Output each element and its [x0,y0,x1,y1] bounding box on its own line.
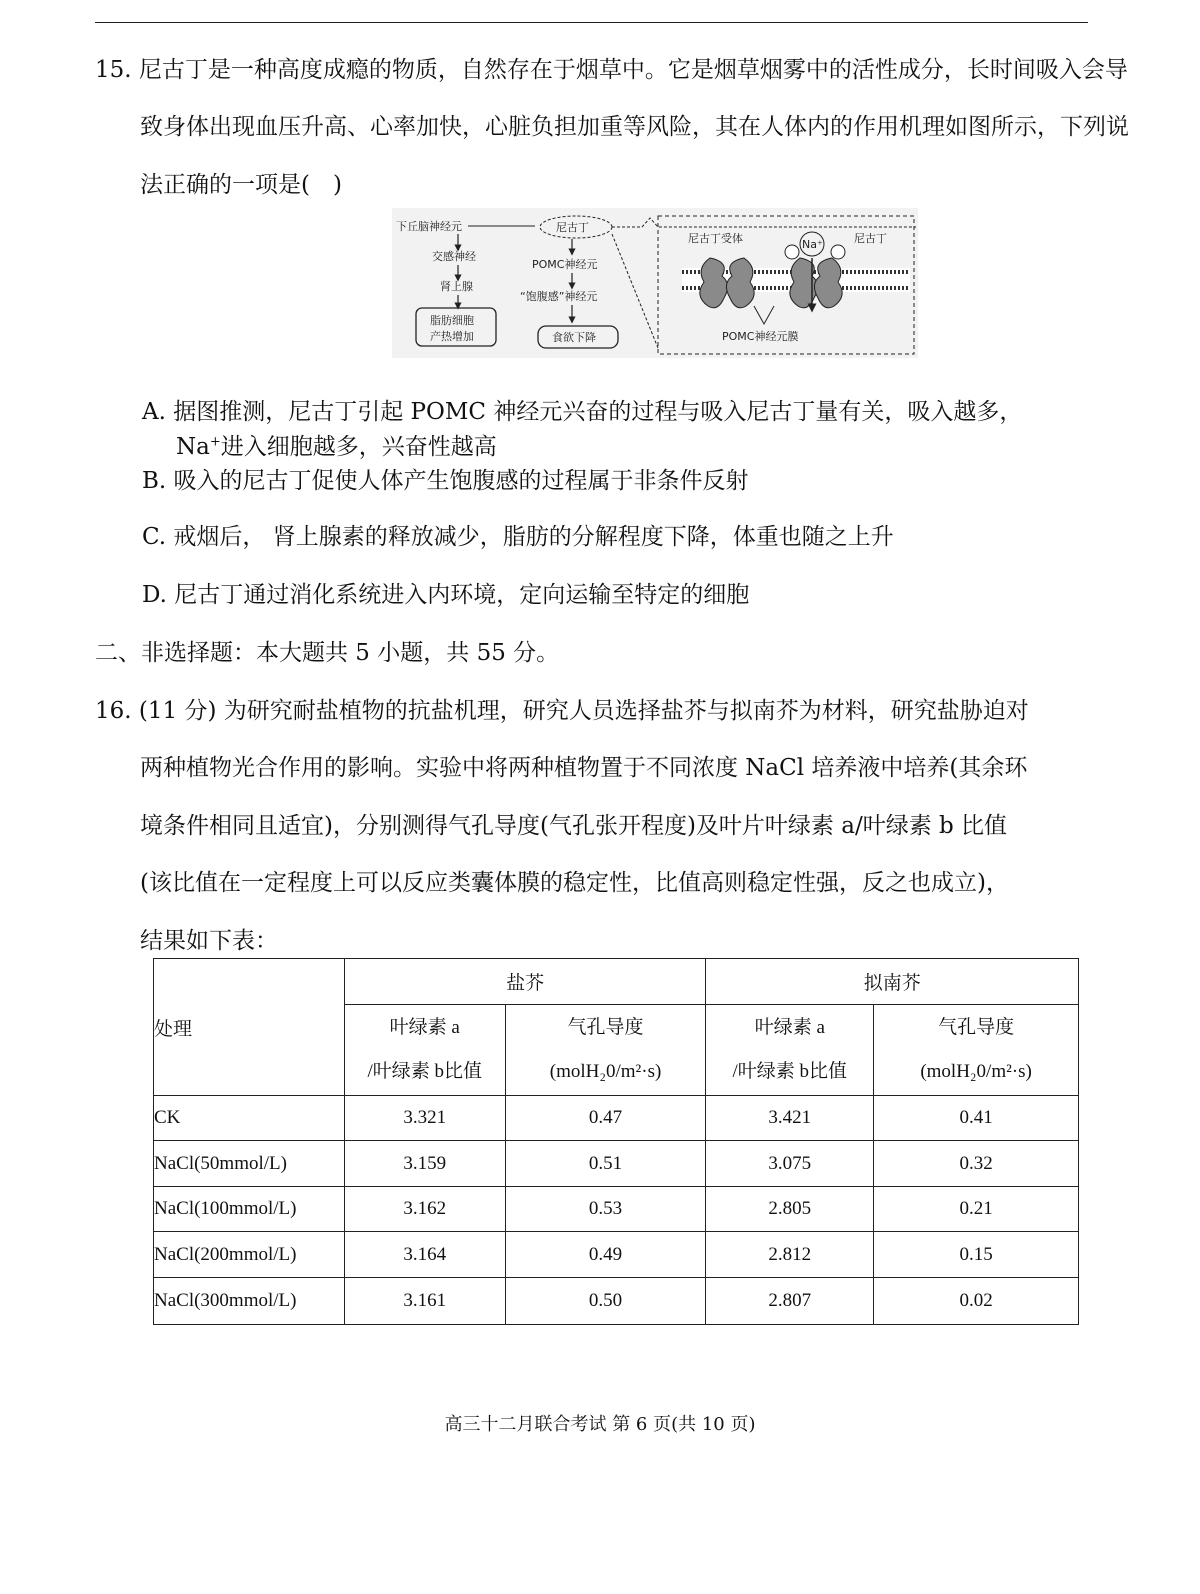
cell: 3.075 [706,1141,874,1187]
table-row [154,1141,1079,1187]
cell: 0.32 [874,1141,1079,1187]
diagram-hypothalamus: 下丘脑神经元 [396,220,462,233]
row-label: NaCl(200mmol/L) [154,1232,345,1278]
table-row [154,1278,1079,1325]
option-c: C. 戒烟后， 肾上腺素的释放减少，脂肪的分解程度下降，体重也随之上升 [142,524,894,550]
header-plant1: 盐芥 [344,959,706,1005]
option-a-sup: + [209,434,221,450]
diagram-appetite: 食欲下降 [552,331,596,344]
diagram-satiety: “饱腹感”神经元 [520,290,598,303]
cell: 0.47 [505,1096,706,1141]
cell: 2.807 [706,1278,874,1325]
q15-stem-line1: 15. 尼古丁是一种高度成瘾的物质，自然存在于烟草中。它是烟草烟雾中的活性成分，长时间吸入会导 [95,57,1128,83]
header-treatment: 处理 [154,959,345,1096]
cell: 0.50 [505,1278,706,1325]
table-row [154,1096,1079,1141]
cell: 3.159 [344,1141,505,1187]
cell: 3.164 [344,1232,505,1278]
cell: 0.15 [874,1232,1079,1278]
q15-stem-line3: 法正确的一项是( ) [140,172,342,198]
diagram-membrane: POMC神经元膜 [722,330,799,343]
option-d: D. 尼古丁通过消化系统进入内环境，定向运输至特定的细胞 [142,582,750,608]
row-label: CK [154,1096,345,1141]
cell: 0.02 [874,1278,1079,1325]
option-b: B. 吸入的尼古丁促使人体产生饱腹感的过程属于非条件反射 [142,468,749,494]
nicotine-mechanism-diagram [392,208,918,358]
q16-line5: 结果如下表： [140,928,278,954]
cell: 0.51 [505,1141,706,1187]
header-stomata-plant1: 气孔导度 (molH₂0/m²·s) [505,1005,706,1096]
cell: 3.161 [344,1278,505,1325]
cell: 2.812 [706,1232,874,1278]
cell: 2.805 [706,1187,874,1232]
header-rule [95,22,1088,23]
diagram-nicotine-2: 尼古丁 [854,232,887,245]
cell: 3.321 [344,1096,505,1141]
diagram-fat-cell-1: 脂肪细胞 [430,314,474,327]
header-stomata-plant2: 气孔导度 (molH₂0/m²·s) [874,1005,1079,1096]
cell: 3.421 [706,1096,874,1141]
q16-line1: 16. (11 分) 为研究耐盐植物的抗盐机理，研究人员选择盐芥与拟南芥为材料，研究盐胁迫对 [95,698,1029,724]
section-heading: 二、非选择题：本大题共 5 小题，共 55 分。 [95,640,560,666]
cell: 3.162 [344,1187,505,1232]
page-footer: 高三十二月联合考试 第 6 页(共 10 页) [444,1414,756,1435]
q16-line3: 境条件相同且适宜)，分别测得气孔导度(气孔张开程度)及叶片叶绿素 a/叶绿素 b 比值 [140,813,1008,839]
diagram-nicotine: 尼古丁 [556,221,589,234]
q15-stem-line2: 致身体出现血压升高、心率加快，心脏负担加重等风险，其在人体内的作用机理如图所示，下列说 [140,114,1129,140]
header-plant2: 拟南芥 [706,959,1079,1005]
table-row [154,1187,1079,1232]
diagram-fat-cell-2: 产热增加 [430,330,474,343]
option-a-na: Na [176,434,210,460]
option-a-rest: 进入细胞越多，兴奋性越高 [220,434,497,460]
row-label: NaCl(50mmol/L) [154,1141,345,1187]
diagram-receptor: 尼古丁受体 [688,232,743,245]
option-a-line1: A. 据图推测，尼古丁引起 POMC 神经元兴奋的过程与吸入尼古丁量有关，吸入越多， [142,399,1023,425]
q16-line2: 两种植物光合作用的影响。实验中将两种植物置于不同浓度 NaCl 培养液中培养(其余环 [140,755,1028,781]
row-label: NaCl(300mmol/L) [154,1278,345,1325]
diagram-adrenal: 肾上腺 [440,280,473,293]
cell: 0.49 [505,1232,706,1278]
header-ratio-plant2: 叶绿素 a /叶绿素 b比值 [706,1005,874,1096]
q16-line4: (该比值在一定程度上可以反应类囊体膜的稳定性，比值高则稳定性强，反之也成立)， [140,870,1009,896]
row-label: NaCl(100mmol/L) [154,1187,345,1232]
diagram-pomc: POMC神经元 [532,258,598,271]
option-a-line2 [176,432,497,462]
diagram-na: Na⁺ [802,238,823,251]
header-ratio-plant1: 叶绿素 a /叶绿素 b比值 [344,1005,505,1096]
cell: 0.41 [874,1096,1079,1141]
cell: 0.53 [505,1187,706,1232]
cell: 0.21 [874,1187,1079,1232]
table-row [154,1232,1079,1278]
diagram-sympathetic: 交感神经 [432,250,476,263]
results-table [153,958,1079,1325]
